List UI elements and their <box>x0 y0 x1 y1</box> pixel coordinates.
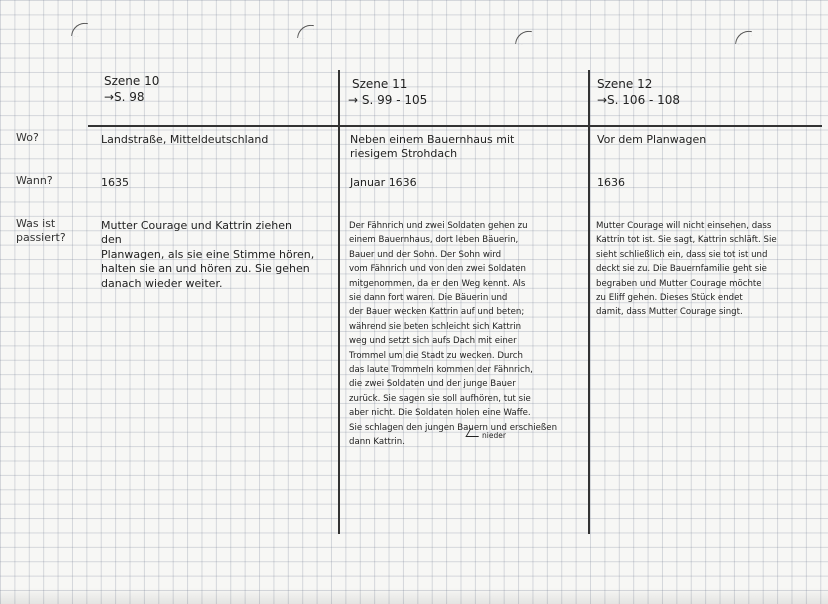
scene-12-was: Mutter Courage will nicht einsehen, dass Kattrin tot ist. Sie sagt, Kattrin schläft. Sie sieht schließlich ein, dass sie tot ist und deckt sie zu. Die Bauernfamilie geht sie begraben und Mutter Courage möchte zu Eliff gehen. Dieses Stück endet damit, dass Mutter Courage singt. <box>596 221 777 318</box>
scene-10-title: Szene 10 <box>104 74 160 88</box>
paper-edge-shadow <box>0 588 828 604</box>
scene-10-wo: Landstraße, Mitteldeutschland <box>101 133 269 146</box>
scene-12-wann: 1636 <box>597 176 625 189</box>
scene-11-wann: Januar 1636 <box>350 176 417 189</box>
scene-12-wo: Vor dem Planwagen <box>597 133 707 146</box>
punch-hole-mark <box>515 29 532 46</box>
punch-hole-mark <box>735 29 752 46</box>
scene-11-title: Szene 11 <box>352 77 408 91</box>
scene-10-wann: 1635 <box>101 176 129 189</box>
scene-12-pages: →S. 106 - 108 <box>597 93 681 107</box>
punch-hole-mark <box>297 23 314 40</box>
column-divider <box>588 70 590 534</box>
punch-hole-mark <box>71 21 88 38</box>
row-label-was: Was ist passiert? <box>16 217 66 245</box>
row-label-wo: Wo? <box>16 131 39 144</box>
scene-11-was: Der Fähnrich und zwei Soldaten gehen zu einem Bauernhaus, dort leben Bäuerin, Bauer und der Sohn. Der Sohn wird vom Fähnrich und von den zwei Soldaten mitgenommen, da er den Weg kennt. Als sie dann fort waren. Die Bäuerin und der Bauer wecken Kattrin auf und beten; während sie beten schleicht sich Kattrin weg und setzt sich aufs Dach mit einer Trommel um die Stadt zu wecken. Durch das laute Trommeln kommen der Fähnrich, die zwei Soldaten und der junge Bauer zurück. Sie sagen sie soll aufhören, tut sie aber nicht. Die Soldaten holen eine Waffe. Sie schlagen den jungen Bauern und erschießen dann Kattrin. <box>349 221 558 448</box>
row-label-wann: Wann? <box>16 174 53 187</box>
column-divider <box>338 70 340 534</box>
scene-10-was: Mutter Courage und Kattrin ziehen den Planwagen, als sie eine Stimme hören, halten sie an und hören zu. Sie gehen danach wieder weiter. <box>101 219 315 290</box>
scene-12-title: Szene 12 <box>597 77 653 91</box>
scene-10-pages: →S. 98 <box>104 90 145 104</box>
scene-11-wo: Neben einem Bauernhaus mit riesigem Strohdach <box>350 133 515 161</box>
scene-11-insertion: nieder <box>482 431 506 440</box>
header-underline <box>88 125 822 127</box>
scene-11-pages: → S. 99 - 105 <box>348 93 428 107</box>
